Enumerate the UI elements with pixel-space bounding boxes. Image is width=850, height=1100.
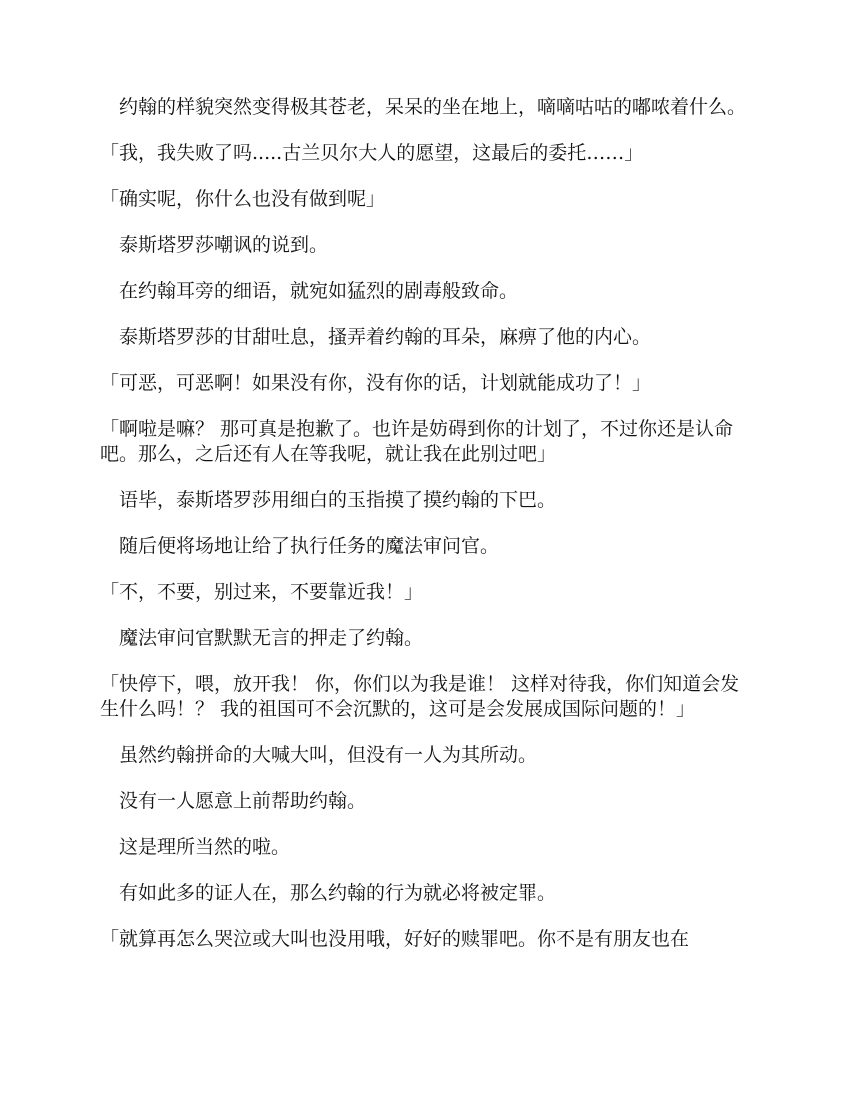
paragraph-narration-7: 魔法审问官默默无言的押走了约翰。 <box>100 627 424 649</box>
novel-text-body <box>100 95 750 952</box>
paragraph-dialogue-1: 「我，我失败了吗.....古兰贝尔大人的愿望，这最后的委托……」 <box>100 142 644 164</box>
paragraph-narration-8: 虽然约翰拼命的大喊大叫，但没有一人为其所动。 <box>100 744 538 766</box>
paragraph-narration-11: 有如此多的证人在，那么约翰的行为就必将被定罪。 <box>100 882 557 904</box>
paragraph-narration-2: 泰斯塔罗莎嘲讽的说到。 <box>100 234 329 256</box>
paragraph-dialogue-7: 「就算再怎么哭泣或大叫也没用哦，好好的赎罪吧。你不是有朋友也在 <box>100 928 690 950</box>
paragraph-narration-4: 泰斯塔罗莎的甘甜吐息，搔弄着约翰的耳朵，麻痹了他的内心。 <box>100 326 652 348</box>
paragraph-narration-10: 这是理所当然的啦。 <box>100 836 291 858</box>
paragraph-narration-9: 没有一人愿意上前帮助约翰。 <box>100 790 367 812</box>
paragraph-dialogue-6: 「快停下，喂，放开我！ 你，你们以为我是谁！ 这样对待我，你们知道会发生什么吗！？ 我的祖国可不会沉默的，这可是会发展成国际问题的！」 <box>100 673 740 720</box>
paragraph-dialogue-4: 「啊啦是嘛？ 那可真是抱歉了。也许是妨碍到你的计划了，不过你还是认命吧。那么，之后还有人在等我呢，就让我在此别过吧」 <box>100 418 734 465</box>
paragraph-narration-3: 在约翰耳旁的细语，就宛如猛烈的剧毒般致命。 <box>100 280 519 302</box>
paragraph-narration-6: 随后便将场地让给了执行任务的魔法审问官。 <box>100 535 500 557</box>
paragraph-narration-5: 语毕，泰斯塔罗莎用细白的玉指摸了摸约翰的下巴。 <box>100 489 557 511</box>
paragraph-dialogue-5: 「不，不要，别过来，不要靠近我！」 <box>100 581 424 603</box>
paragraph-dialogue-2: 「确实呢，你什么也没有做到呢」 <box>100 188 386 210</box>
paragraph-narration-1: 约翰的样貌突然变得极其苍老，呆呆的坐在地上，嘀嘀咕咕的嘟哝着什么。 <box>100 96 747 118</box>
paragraph-dialogue-3: 「可恶，可恶啊！如果没有你，没有你的话，计划就能成功了！」 <box>100 372 652 394</box>
